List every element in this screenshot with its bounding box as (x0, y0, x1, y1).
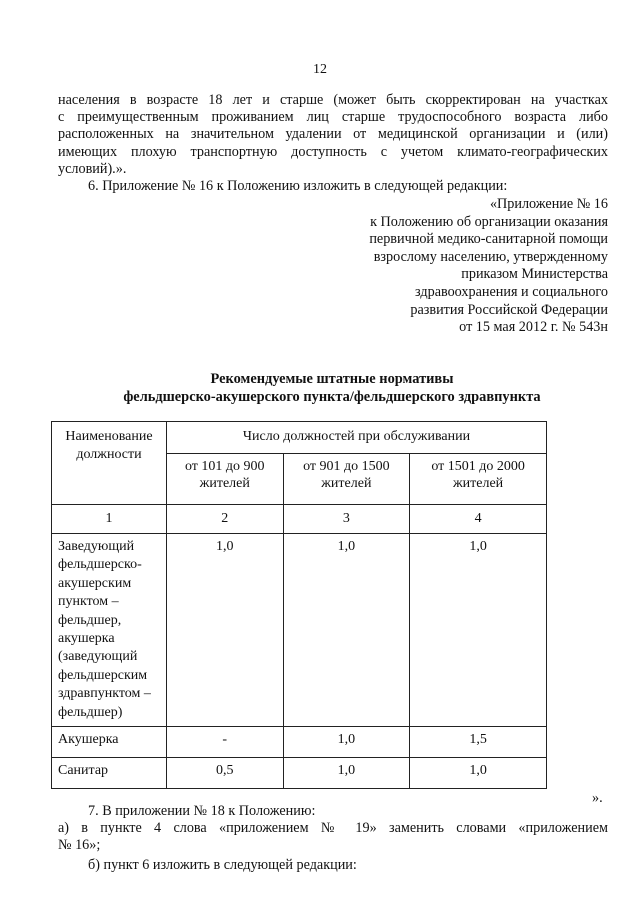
column-number: 2 (167, 505, 284, 534)
position-name-line: Заведующий (58, 539, 135, 554)
header-text: Наименование (65, 429, 153, 444)
column-number-row (52, 505, 547, 534)
position-name-line: фельдшерским (58, 667, 148, 683)
item-7a-text (58, 820, 608, 855)
value-cell: 1,0 (410, 758, 547, 789)
item-6-text: 6. Приложение № 16 к Положению изложить в следующей редакции: (88, 178, 508, 194)
position-name-line: пунктом – (58, 594, 119, 610)
position-name-cell (52, 534, 167, 727)
subheader-text: от 101 до 900 (184, 459, 265, 475)
subheader-text: жителей (321, 476, 372, 492)
header-positions-count: Число должностей при обслуживании (167, 422, 547, 454)
table-title (0, 370, 640, 406)
table-title-line: Рекомендуемые штатные нормативы (210, 371, 454, 387)
header-position-name (52, 422, 167, 505)
value-cell: 0,5 (167, 758, 284, 789)
table-header-row (52, 422, 547, 454)
subheader-text: от 901 до 1500 (303, 459, 390, 475)
position-name-line: акушерским (58, 575, 132, 591)
value-cell: 1,0 (283, 758, 410, 789)
value-cell: - (167, 727, 284, 758)
position-name-cell: Акушерка (52, 727, 167, 758)
paragraph-line: имеющих плохую транспортную доступность с учетом климато-географических (58, 143, 608, 160)
table-row (52, 534, 547, 727)
value-cell: 1,5 (410, 727, 547, 758)
item-7b-text: б) пункт 6 изложить в следующей редакции: (88, 857, 357, 873)
appendix-line: «Приложение № 16 (489, 196, 608, 212)
subheader-text: от 1501 до 2000 (431, 459, 525, 475)
appendix-line: приказом Министерства (461, 266, 608, 283)
appendix-line: здравоохранения и социального (415, 283, 608, 300)
column-number: 4 (410, 505, 547, 534)
appendix-line: первичной медико-санитарной помощи (369, 231, 608, 248)
value-cell: 1,0 (283, 727, 410, 758)
paragraph-line: расположенных на значительном удалении от медицинской организации и (или) (58, 126, 608, 143)
header-text: должности (76, 447, 142, 462)
appendix-line: к Положению об организации оказания (370, 213, 608, 230)
appendix-header (369, 196, 608, 337)
subheader-text: жителей (452, 476, 504, 492)
value-cell: 1,0 (283, 534, 410, 727)
appendix-line: развития Российской Федерации (410, 301, 608, 318)
value-cell: 1,0 (167, 534, 284, 727)
staffing-table (51, 421, 547, 789)
paragraph-line: с преимущественным проживанием лиц старше трудоспособного возраста либо (58, 109, 608, 126)
position-name-line: (заведующий (58, 649, 138, 665)
column-number: 3 (283, 505, 410, 534)
position-name-line: фельдшер, (58, 612, 122, 628)
value-cell: 1,0 (410, 534, 547, 727)
paragraph-line: № 16»; (58, 837, 101, 854)
position-name-line: здравпунктом – (58, 686, 151, 702)
paragraph-line: а) в пункте 4 слова «приложением № 19» заменить словами «приложением (58, 820, 608, 836)
subheader-cell (410, 454, 547, 505)
subheader-cell (167, 454, 284, 505)
appendix-line: взрослому населению, утвержденному (373, 248, 608, 265)
continued-paragraph (58, 92, 608, 178)
paragraph-line: условий).». (58, 160, 127, 177)
table-row (52, 727, 547, 758)
page-number: 12 (313, 62, 327, 77)
subheader-cell (283, 454, 410, 505)
appendix-line: от 15 мая 2012 г. № 543н (459, 319, 608, 336)
column-number: 1 (52, 505, 167, 534)
closing-quote: ». (592, 790, 603, 806)
table-row (52, 758, 547, 789)
position-name-cell: Санитар (52, 758, 167, 789)
position-name-line: акушерка (58, 631, 115, 647)
paragraph-line: населения в возрасте 18 лет и старше (может быть скорректирован на участках (58, 92, 608, 108)
subheader-text: жителей (199, 476, 250, 492)
position-name-line: фельдшер) (58, 704, 123, 720)
item-7-text: 7. В приложении № 18 к Положению: (88, 803, 316, 819)
table-title-line: фельдшерско-акушерского пункта/фельдшерского здравпункта (123, 389, 541, 405)
position-name-line: фельдшерско- (58, 557, 142, 573)
